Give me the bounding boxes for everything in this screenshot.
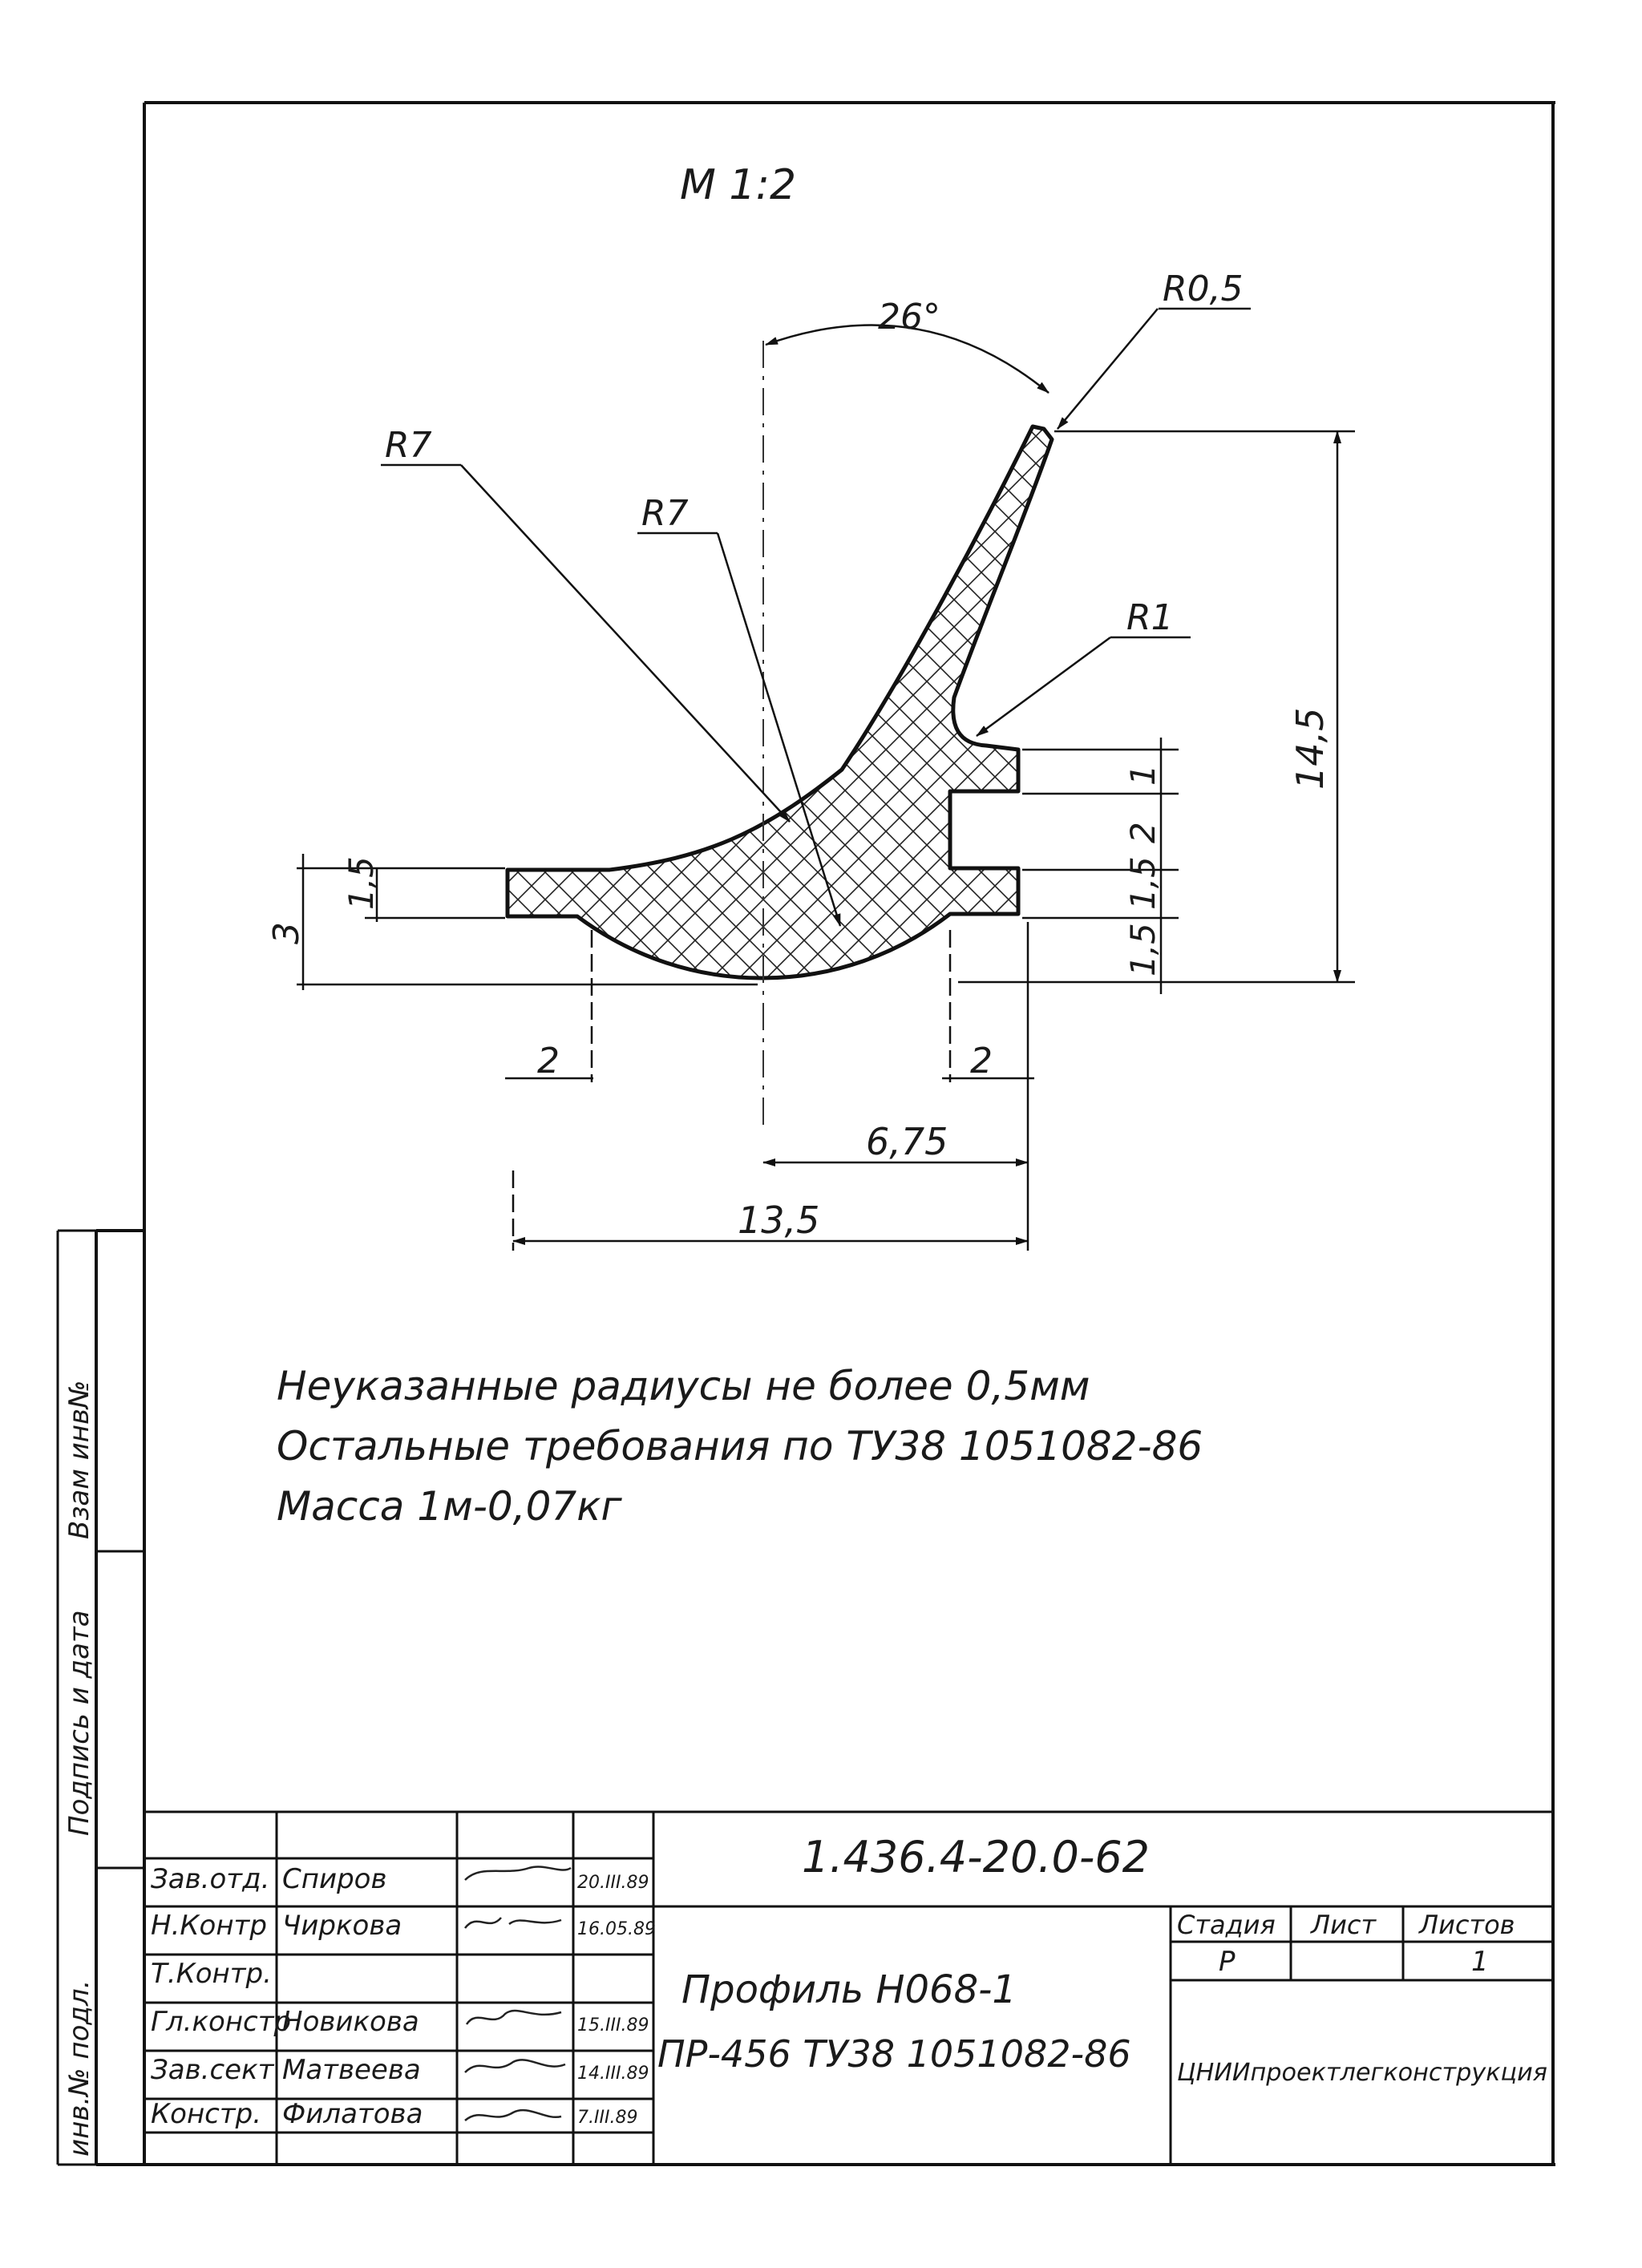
row-0-date: 20.III.89 (577, 1873, 649, 1893)
height-label: 14,5 (1288, 707, 1332, 790)
profile-name-line1: Профиль Н068-1 (681, 1967, 1017, 2012)
radius-notch-label: R1 (1126, 597, 1174, 638)
row-3-name: Новикова (282, 2006, 419, 2038)
radius-tip-label: R0,5 (1163, 269, 1244, 309)
leader-r-left (381, 465, 790, 822)
profile-section (508, 427, 1052, 978)
dim-13-5-label: 13,5 (738, 1199, 820, 1242)
row-5-name: Филатова (282, 2098, 423, 2130)
dim-6-75-label: 6,75 (866, 1120, 948, 1163)
row-0-role: Зав.отд. (151, 1863, 270, 1895)
dim-2-label: 2 (1123, 822, 1163, 843)
row-1-role: Н.Контр (151, 1910, 267, 1942)
sheets-value: 1 (1471, 1946, 1489, 1978)
dim-1-5-bottom-label: 1,5 (1123, 923, 1163, 976)
row-5-date: 7.III.89 (577, 2108, 638, 2128)
signature-marks (465, 1866, 571, 2120)
stage-label: Стадия (1177, 1910, 1276, 1940)
row-4-date: 14.III.89 (577, 2064, 649, 2084)
row-3-date: 15.III.89 (577, 2015, 649, 2036)
sheet-label: Лист (1311, 1910, 1377, 1940)
note-mass: Масса 1м-0,07кг (277, 1483, 622, 1530)
side-stamp-vzam: Взам инв№ (63, 1380, 95, 1539)
row-1-date: 16.05.89 (577, 1919, 656, 1939)
sheets-label: Листов (1419, 1910, 1515, 1940)
angle-label: 26° (878, 297, 940, 338)
note-radii: Неуказанные радиусы не более 0,5мм (277, 1363, 1090, 1409)
row-5-role: Констр. (151, 2098, 262, 2130)
note-requirements: Остальные требования по ТУ38 1051082-86 (277, 1423, 1203, 1470)
row-4-name: Матвеева (282, 2054, 421, 2086)
scale-label: М 1:2 (680, 161, 797, 209)
row-4-role: Зав.сект (151, 2054, 274, 2086)
doc-number: 1.436.4-20.0-62 (802, 1832, 1151, 1882)
dim-2-right-label: 2 (970, 1041, 993, 1081)
side-stamp-inv-orig: инв.№ подл. (63, 1979, 95, 2157)
leader-r-tip (1058, 309, 1251, 429)
dim-3-label: 3 (266, 922, 307, 944)
dim-1-5-right-label: 1,5 (1123, 856, 1163, 910)
dim-1-label: 1 (1123, 764, 1163, 786)
dim-2-left-label: 2 (537, 1041, 560, 1081)
row-0-name: Спиров (282, 1863, 387, 1895)
title-block-rows (151, 1863, 656, 2130)
leader-r-notch (977, 637, 1191, 736)
organization: ЦНИИпроектлегконструкция (1177, 2059, 1547, 2087)
dim-1-5-left-label: 1,5 (342, 856, 381, 910)
row-1-name: Чиркова (282, 1910, 402, 1942)
row-2-role: Т.Контр. (151, 1958, 272, 1990)
side-stamp-sign-date: Подпись и дата (63, 1610, 95, 1836)
radius-left-label: R7 (385, 425, 432, 466)
stage-value: Р (1219, 1946, 1236, 1978)
row-3-role: Гл.констр (151, 2006, 292, 2038)
radius-inner-label: R7 (641, 493, 689, 534)
profile-name-line2: ПР-456 ТУ38 1051082-86 (657, 2032, 1131, 2076)
